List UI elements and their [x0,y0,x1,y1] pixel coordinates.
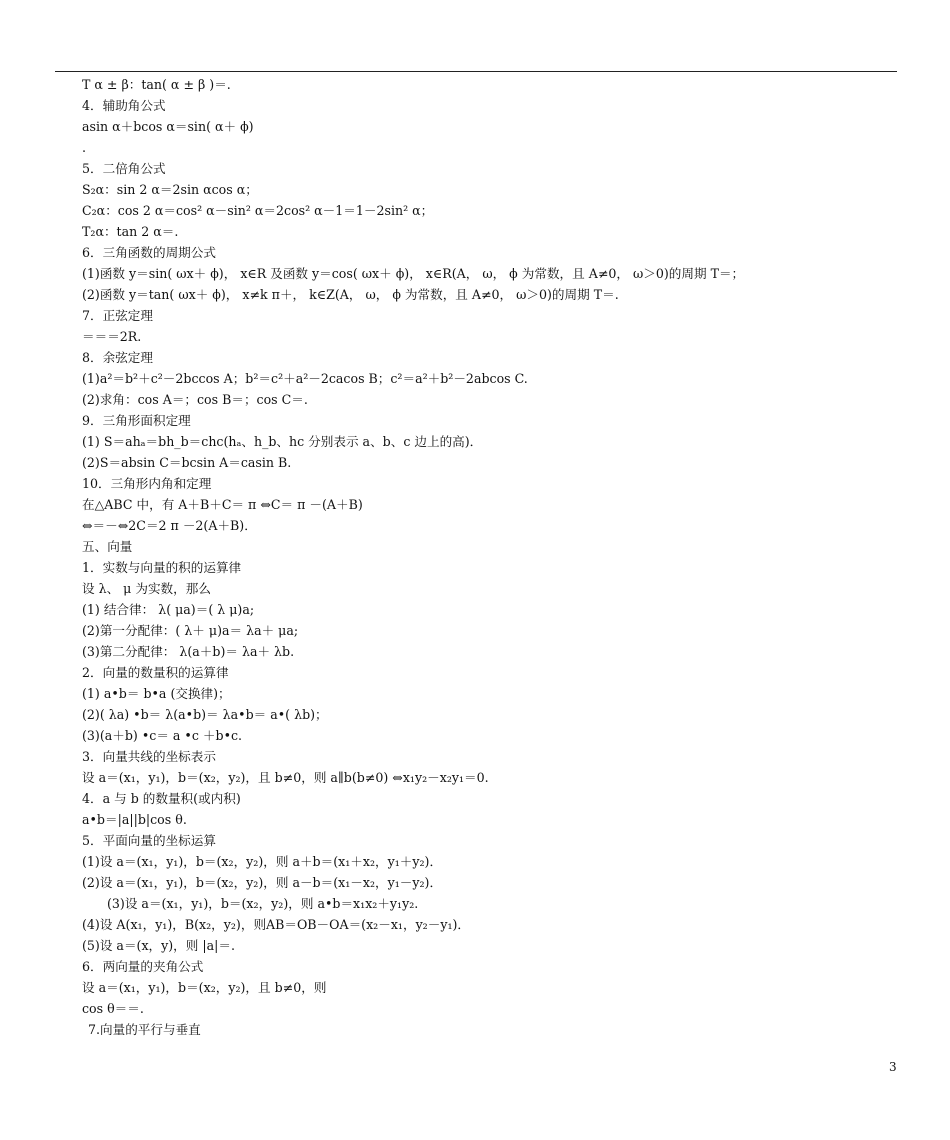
formula-line: (1)a²＝b²＋c²－2bccos A；b²＝c²＋a²－2cacos B；c²＝a²＋b²－2abcos C. [82,371,528,386]
formula-line: (2)求角：cos A＝；cos B＝；cos C＝. [82,392,308,407]
section-heading: 1．实数与向量的积的运算律 [82,560,242,575]
formula-line: 设 a＝(x₁，y₁)，b＝(x₂，y₂)，且 b≠0，则 [82,980,327,995]
formula-line: (3)第二分配律： λ(a＋b)＝ λa＋ λb. [82,644,295,659]
formula-line: (5)设 a＝(x，y)，则 |a|＝. [82,938,235,953]
formula-line: (4)设 A(x₁，y₁)，B(x₂，y₂)，则AB＝OB－OA＝(x₂－x₁，y₂－y₁)． [82,917,470,932]
formula-line: ＝＝＝2R. [82,329,142,344]
formula-line: cos θ＝＝. [82,1001,144,1016]
formula-line: C₂α：cos 2 α＝cos² α－sin² α＝2cos² α－1＝1－2sin² α； [82,203,434,218]
formula-line: 设 a＝(x₁，y₁)，b＝(x₂，y₂)，且 b≠0，则 a∥b(b≠0) ⇔x₁y₂－x₂y₁＝0. [82,770,489,785]
section-heading: 9．三角形面积定理 [82,413,191,428]
formula-line: (1)函数 y＝sin( ωx＋ ϕ)， x∈R 及函数 y＝cos( ωx＋ ϕ)， x∈R(A， ω， ϕ 为常数，且 A≠0， ω＞0)的周期 T＝； [82,266,745,281]
formula-line: S₂α：sin 2 α＝2sin αcos α； [82,182,258,197]
section-heading: 4．a 与 b 的数量积(或内积) [82,791,241,806]
header-rule [55,71,897,72]
section-heading: 2．向量的数量积的运算律 [82,665,229,680]
section-heading: 6．两向量的夹角公式 [82,959,204,974]
formula-line: 设 λ、 μ 为实数，那么 [82,581,211,596]
page-number: 3 [889,1060,897,1074]
formula-line: T₂α：tan 2 α＝. [82,224,179,239]
formula-line: 在△ABC 中，有 A＋B＋C＝ π ⇔C＝ π －(A＋B) [82,497,363,512]
formula-line: (2)S＝absin C＝bcsin A＝casin B. [82,455,292,470]
formula-line: asin α＋bcos α＝sin( α＋ ϕ) [82,119,254,134]
document-body [82,74,902,1040]
formula-line: (1) S＝ahₐ＝bh_b＝chc(hₐ、h_b、hc 分别表示 a、b、c 边上的高)． [82,434,483,449]
formula-line: (1) 结合律： λ( μa)＝( λ μ)a; [82,602,255,617]
section-heading: 5．平面向量的坐标运算 [82,833,216,848]
chapter-heading: 五、向量 [82,539,133,554]
formula-line: (2)设 a＝(x₁，y₁)，b＝(x₂，y₂)，则 a－b＝(x₁－x₂，y₁－y₂)． [82,875,443,890]
formula-line: ⇔＝－⇔2C＝2 π －2(A＋B)． [82,518,257,533]
formula-line: (1)设 a＝(x₁，y₁)，b＝(x₂，y₂)，则 a＋b＝(x₁＋x₂，y₁＋y₂)． [82,854,443,869]
section-heading: 10．三角形内角和定理 [82,476,212,491]
section-heading: 7．正弦定理 [82,308,153,323]
formula-line: (2)函数 y＝tan( ωx＋ ϕ)， x≠k π＋， k∈Z(A， ω， ϕ 为常数，且 A≠0， ω＞0)的周期 T＝. [82,287,619,302]
formula-line: (2)第一分配律：( λ＋ μ)a＝ λa＋ μa; [82,623,299,638]
section-heading: 6．三角函数的周期公式 [82,245,216,260]
section-heading: 5．二倍角公式 [82,161,166,176]
formula-line: a•b＝|a||b|cos θ. [82,812,187,827]
section-heading: 4．辅助角公式 [82,98,166,113]
formula-line: (3)设 a＝(x₁，y₁)，b＝(x₂，y₂)，则 a•b＝x₁x₂＋y₁y₂. [107,896,419,911]
formula-line: (2)( λa) •b＝ λ(a•b)＝ λa•b＝ a•( λb)； [82,707,328,722]
section-heading: 3．向量共线的坐标表示 [82,749,216,764]
section-heading: 7.向量的平行与垂直 [88,1022,201,1037]
formula-line: (3)(a＋b) •c＝ a •c ＋b•c. [82,728,243,743]
formula-line: T α ± β：tan( α ± β )＝. [82,77,231,92]
formula-line: (1) a•b＝ b•a (交换律)； [82,686,231,701]
section-heading: 8．余弦定理 [82,350,153,365]
formula-line: . [82,140,87,155]
